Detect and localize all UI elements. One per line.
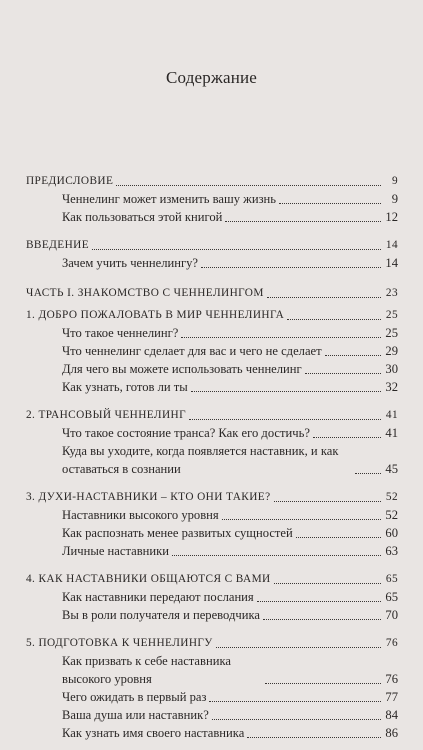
toc-entry-label: Как распознать менее развитых сущностей <box>62 526 293 540</box>
toc-entry-label: Личные наставники <box>62 544 170 558</box>
toc-page-number: 9 <box>391 175 398 187</box>
toc-entry-label: Вы в роли получателя и переводчика <box>62 608 260 622</box>
toc-page-number: 29 <box>385 344 398 358</box>
dot-leader <box>296 536 381 538</box>
toc-entry-label: 1. ДОБРО ПОЖАЛОВАТЬ В МИР ЧЕННЕЛИНГА <box>26 309 285 321</box>
toc-entry-label: Что такое состояние транса? Как его достичь? <box>62 426 310 440</box>
dot-leader <box>212 718 381 720</box>
toc-entry <box>26 706 398 724</box>
toc-entry <box>26 424 398 442</box>
toc-chapter-entry <box>26 406 398 424</box>
dot-leader <box>279 202 381 204</box>
toc-page-number: 86 <box>385 726 398 740</box>
toc-page-number: 60 <box>385 526 398 540</box>
toc-entry <box>26 342 398 360</box>
toc-page-number: 14 <box>385 256 398 270</box>
toc-entry <box>26 542 398 560</box>
toc-entry-label: 5. ПОДГОТОВКА К ЧЕННЕЛИНГУ <box>26 637 213 649</box>
toc-entry-label: ПРЕДИСЛОВИЕ <box>26 175 114 187</box>
toc-entry <box>26 588 398 606</box>
dot-leader <box>209 700 381 702</box>
toc-entry-label: Как пользоваться этой книгой <box>62 210 223 224</box>
dot-leader <box>257 600 381 602</box>
toc-chapter-entry <box>26 634 398 652</box>
toc-entry-label: Чего ожидать в первый раз <box>62 690 207 704</box>
dot-leader <box>92 248 381 250</box>
toc-page-number: 25 <box>385 309 398 321</box>
dot-leader <box>222 518 381 520</box>
toc-entry-label: Ченнелинг может изменить вашу жизнь <box>62 192 277 206</box>
toc-entry <box>26 208 398 226</box>
toc-entry <box>26 360 398 378</box>
toc-entry-label: Наставники высокого уровня <box>62 508 219 522</box>
toc-entry-label: Ваша душа или наставник? <box>62 708 209 722</box>
toc-page-number: 12 <box>385 210 398 224</box>
toc-entry-multiline <box>26 442 398 478</box>
toc-entry-multiline <box>26 652 398 688</box>
toc-entry-label: Для чего вы можете использовать ченнелинг <box>62 362 302 376</box>
dot-leader <box>225 220 381 222</box>
toc-page-number: 52 <box>385 491 398 503</box>
toc-entry-label: Что ченнелинг сделает для вас и чего не сделает <box>62 344 322 358</box>
dot-leader <box>274 582 381 584</box>
toc-page-number: 65 <box>385 590 398 604</box>
toc-part-entry <box>26 284 398 302</box>
toc-section-entry <box>26 172 398 190</box>
dot-leader <box>355 472 381 474</box>
dot-leader <box>247 736 381 738</box>
toc-entry <box>26 688 398 706</box>
toc-page-number: 76 <box>385 672 398 686</box>
toc-entry-label: Как призвать к себе наставника высокого уровня <box>62 654 231 686</box>
toc-page-number: 30 <box>385 362 398 376</box>
dot-leader <box>267 296 381 298</box>
toc-page-number: 84 <box>385 708 398 722</box>
dot-leader <box>216 646 381 648</box>
dot-leader <box>201 266 381 268</box>
table-of-contents <box>26 172 398 742</box>
toc-page-number: 41 <box>385 426 398 440</box>
toc-entry-label: 2. ТРАНСОВЫЙ ЧЕННЕЛИНГ <box>26 409 187 421</box>
toc-entry <box>26 254 398 272</box>
toc-page-number: 9 <box>391 192 398 206</box>
toc-entry-label: Куда вы уходите, когда появляется наставник, и как оставаться в сознании <box>62 444 339 476</box>
dot-leader <box>313 436 381 438</box>
toc-section-entry <box>26 236 398 254</box>
toc-page-number: 45 <box>385 462 398 476</box>
toc-entry <box>26 724 398 742</box>
toc-page-number: 25 <box>385 326 398 340</box>
dot-leader <box>191 390 381 392</box>
toc-chapter-entry <box>26 570 398 588</box>
toc-page-number: 77 <box>385 690 398 704</box>
toc-page-number: 70 <box>385 608 398 622</box>
toc-page-number: 14 <box>385 239 398 251</box>
dot-leader <box>263 618 381 620</box>
dot-leader <box>305 372 381 374</box>
dot-leader <box>265 682 381 684</box>
dot-leader <box>325 354 381 356</box>
toc-entry-label: ВВЕДЕНИЕ <box>26 239 89 251</box>
dot-leader <box>172 554 381 556</box>
toc-page-number: 76 <box>385 637 398 649</box>
page-title: Содержание <box>165 68 258 87</box>
toc-entry-label: Зачем учить ченнелингу? <box>62 256 199 270</box>
toc-chapter-entry <box>26 306 398 324</box>
toc-entry-label: Как наставники передают послания <box>62 590 254 604</box>
toc-entry <box>26 606 398 624</box>
toc-entry <box>26 190 398 208</box>
toc-entry-label: Как узнать имя своего наставника <box>62 726 245 740</box>
dot-leader <box>287 318 381 320</box>
toc-entry-label: ЧАСТЬ I. ЗНАКОМСТВО С ЧЕННЕЛИНГОМ <box>26 287 264 299</box>
toc-chapter-entry <box>26 488 398 506</box>
dot-leader <box>116 184 381 186</box>
toc-page-number: 32 <box>385 380 398 394</box>
toc-entry <box>26 524 398 542</box>
toc-entry-label: Что такое ченнелинг? <box>62 326 179 340</box>
toc-page-number: 23 <box>385 287 398 299</box>
toc-page-number: 52 <box>385 508 398 522</box>
toc-entry-label: 3. ДУХИ-НАСТАВНИКИ – КТО ОНИ ТАКИЕ? <box>26 491 271 503</box>
toc-entry <box>26 378 398 396</box>
toc-entry-label: Как узнать, готов ли ты <box>62 380 188 394</box>
toc-entry <box>26 506 398 524</box>
dot-leader <box>181 336 381 338</box>
toc-page-number: 41 <box>385 409 398 421</box>
dot-leader <box>189 418 381 420</box>
toc-entry <box>26 324 398 342</box>
toc-page-number: 65 <box>385 573 398 585</box>
dot-leader <box>274 500 381 502</box>
toc-entry-label: 4. КАК НАСТАВНИКИ ОБЩАЮТСЯ С ВАМИ <box>26 573 271 585</box>
toc-page-number: 63 <box>385 544 398 558</box>
